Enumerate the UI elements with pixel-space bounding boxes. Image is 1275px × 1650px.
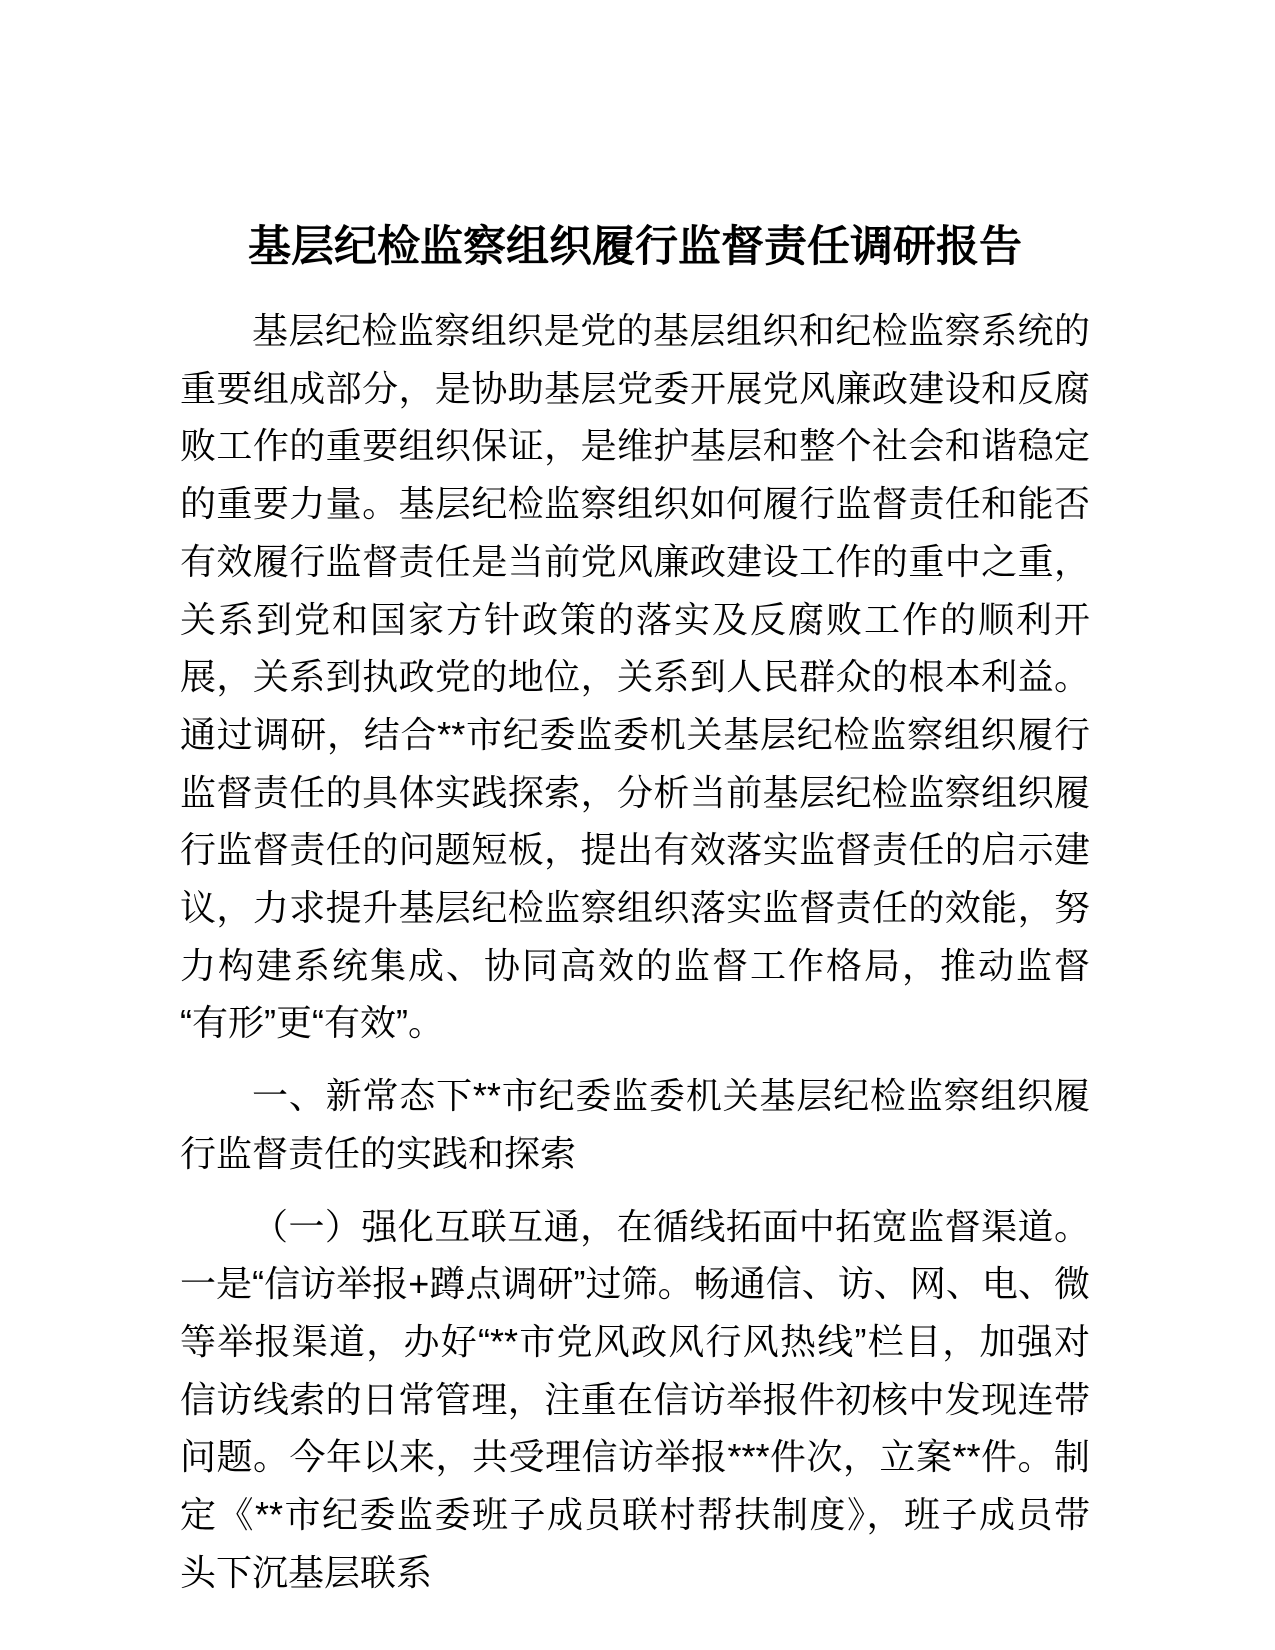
document-title: 基层纪检监察组织履行监督责任调研报告: [248, 223, 1022, 271]
paragraph: （一）强化互联互通，在循线拓面中拓宽监督渠道。一是“信访举报+蹲点调研”过筛。畅通信、访、网、电、微等举报渠道，办好“**市党风政风行风热线”栏目，加强对信访线索的日常管理，注重在信访举报件初核中发现连带问题。今年以来，共受理信访举报***件次，立案**件。制定《**市纪委监委班子成员联村帮扶制度》，班子成员带头下沉基层联系: [180, 1205, 1090, 1593]
document-content: [180, 0, 1090, 1601]
paragraph: 一、新常态下**市纪委监委机关基层纪检监察组织履行监督责任的实践和探索: [180, 1075, 1090, 1174]
paragraph: 基层纪检监察组织是党的基层组织和纪检监察系统的重要组成部分，是协助基层党委开展党风廉政建设和反腐败工作的重要组织保证，是维护基层和整个社会和谐稳定的重要力量。基层纪检监察组织如何履行监督责任和能否有效履行监督责任是当前党风廉政建设工作的重中之重，关系到党和国家方针政策的落实及反腐败工作的顺利开展，关系到执政党的地位，关系到人民群众的根本利益。通过调研，结合**市纪委监委机关基层纪检监察组织履行监督责任的具体实践探索，分析当前基层纪检监察组织履行监督责任的问题短板，提出有效落实监督责任的启示建议，力求提升基层纪检监察组织落实监督责任的效能，努力构建系统集成、协同高效的监督工作格局，推动监督“有形”更“有效”。: [180, 310, 1090, 1044]
document-body: [180, 302, 1090, 1601]
